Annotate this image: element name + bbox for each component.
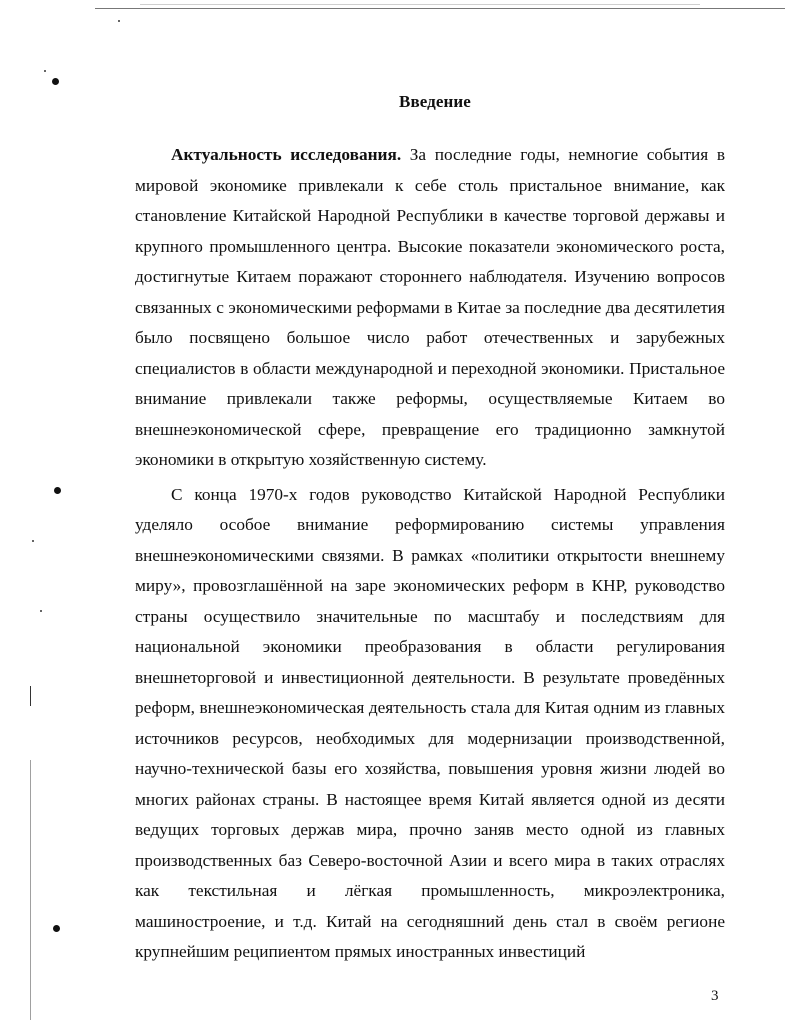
document-title: Введение	[399, 92, 471, 111]
paragraph-text: За последние годы, немногие события в мировой экономике привлекали к себе столь пристальное внимание, как становление Китайской Народной Республики в качестве торговой державы и крупного промышленного центра. Высокие показатели экономического роста, достигнутые Китаем поражают стороннего наблюдателя. Изучению вопросов связанных с экономическими реформами в Китае за последние два десятилетия было посвящено большое число работ отечественных и зарубежных специалистов в области международной и переходной экономики. Пристальное внимание привлекали также реформы, осуществляемые Китаем во внешнеэкономической сфере, превращение его традиционно замкнутой экономики в открытую хозяйственную систему.	[135, 145, 725, 469]
scan-punch-mark	[52, 78, 59, 85]
scan-punch-mark	[53, 925, 60, 932]
page-number: 3	[711, 988, 719, 1004]
paragraph-relevance	[135, 140, 725, 476]
paragraph-lead: Актуальность исследования.	[171, 145, 402, 164]
scan-artifact-line	[30, 686, 31, 706]
scan-artifact-line	[95, 8, 785, 9]
scan-speck	[32, 540, 34, 542]
scan-punch-mark	[54, 487, 61, 494]
paragraph-history	[135, 480, 725, 968]
scan-speck	[40, 610, 42, 612]
scan-speck	[44, 70, 46, 72]
scan-artifact-line	[140, 4, 700, 5]
scan-artifact-line	[30, 760, 31, 1020]
scan-speck	[118, 20, 120, 22]
document-page	[135, 92, 725, 972]
paragraph-text: С конца 1970-х годов руководство Китайской Народной Республики уделяло особое внимание реформированию системы управления внешнеэкономическими связями. В рамках «политики открытости внешнему миру», провозглашённой на заре экономических реформ в КНР, руководство страны осуществило значительные по масштабу и последствиям для национальной экономики преобразования в области регулирования внешнеторговой и инвестиционной деятельности. В результате проведённых реформ, внешнеэкономическая деятельность стала для Китая одним из главных источников ресурсов, необходимых для модернизации производственной, научно-технической базы его хозяйства, повышения уровня жизни людей во многих районах страны. В настоящее время Китай является одной из десяти ведущих торговых держав мира, прочно заняв место одной из главных производственных баз Северо-восточной Азии и всего мира в таких отраслях как текстильная и лёгкая промышленность, микроэлектроника, машиностроение, и т.д. Китай на сегодняшний день стал в своём регионе крупнейшим реципиентом прямых иностранных инвестиций	[135, 484, 725, 961]
